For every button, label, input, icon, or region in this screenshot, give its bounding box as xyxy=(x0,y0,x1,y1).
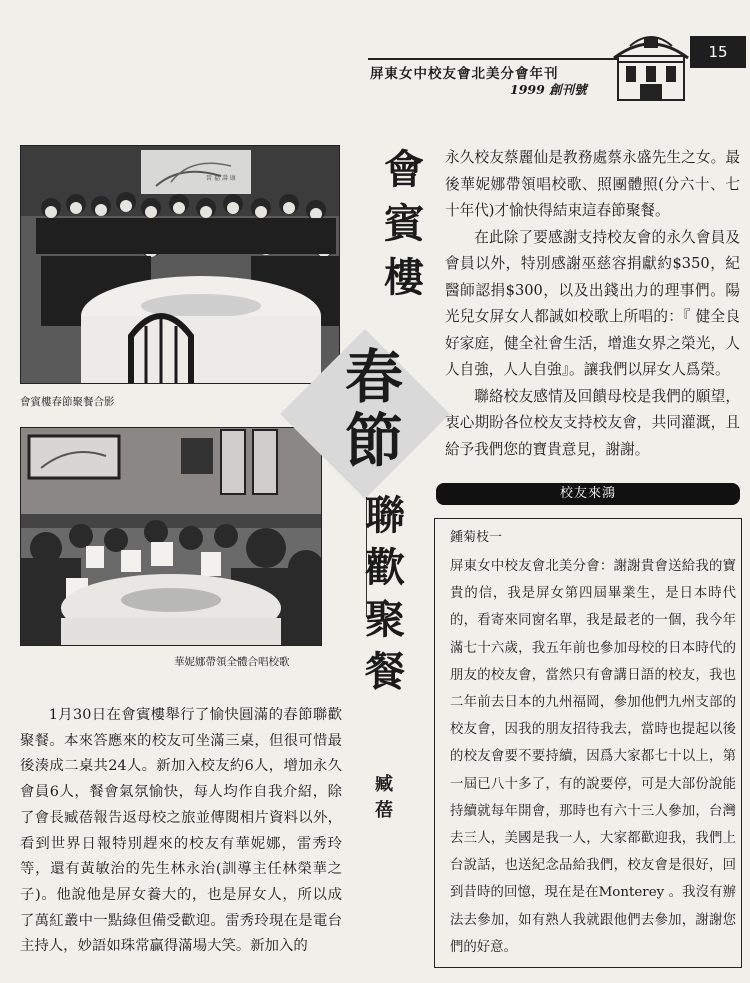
article-paragraph: 永久校友蔡麗仙是教務處蔡永盛先生之女。最後華妮娜帶領唱校歌、照團體照(分六十、七十年代)才愉快得結束這春節聚餐。 xyxy=(445,149,740,219)
article-paragraph: 在此除了要感謝支持校友會的永久會員及會員以外，特別感謝巫慈容捐獻約$350，紀醫師認捐$300，以及出錢出力的理事們。陽光兒女屏女人都誠如校歌上所唱的：『 健全良好家庭，健全社會生活，增進女界之榮光，人人自強，人人自強』。讓我們以屏女人爲榮。 xyxy=(445,228,740,378)
headline-char: 聯 xyxy=(365,492,405,539)
headline-spring-festival xyxy=(334,343,414,476)
school-song-photo xyxy=(20,427,322,646)
letter-signer: 鍾菊枝一 xyxy=(450,530,503,545)
group-banquet-photo xyxy=(20,145,340,384)
article-author xyxy=(372,770,396,822)
headline-char: 餐 xyxy=(365,648,405,695)
article-opening xyxy=(20,703,342,960)
author-char: 臧 xyxy=(375,774,393,795)
headline-restaurant xyxy=(374,146,434,312)
article-continuation xyxy=(445,145,740,463)
school-building-logo xyxy=(600,26,700,102)
headline-banquet xyxy=(355,492,415,704)
letter-paragraph: 屏東女中校友會北美分會：謝謝貴會送給我的寶貴的信，我是屏女第四屆畢業生，是日本時代的，看寄來同窗名單，我是最老的一個，我今年滿七十六歲，我五年前也參加母校的日本時代的朋友的校友會，當然只有會講日語的校友，我也二年前去日本的九州福岡，參加他們九州支部的校友會，因我的朋友招待我去，當時也提起以後的校友會要不要持續，因爲大家都七十以上，第一屆已八十多了，有的說要停，可是大部份說能持續就每年開會，那時也有六十三人參加，台灣去三人，美國是我一人，大家都歡迎我，我們上台說話，也送紀念品給我們，校友會是很好，回到昔時的回憶，現在是在Monterey 。我沒有辦法去參加，如有熟人我就跟他們去參加，謝謝您們的好意。 xyxy=(450,559,736,955)
issue-label: 1999 創刊號 xyxy=(510,82,587,97)
author-char: 蓓 xyxy=(375,800,393,821)
headline-char: 聚 xyxy=(365,596,405,643)
article-paragraph: 聯絡校友感情及回饋母校是我們的願望，衷心期盼各位校友支持校友會，共同灌溉，且給予我們您的寶貴意見，謝謝。 xyxy=(445,387,740,458)
section-title: 校友來鴻 xyxy=(559,486,616,501)
headline-char: 會 xyxy=(384,146,424,193)
header-rule xyxy=(368,58,620,60)
photo2-caption: 華妮娜帶領全體合唱校歌 xyxy=(174,656,290,668)
publication-title: 屏東女中校友會北美分會年刊 xyxy=(370,66,559,82)
letter-body xyxy=(450,553,736,961)
page-number: 15 xyxy=(690,36,746,68)
headline-char: 樓 xyxy=(384,254,424,301)
article-paragraph: 1月30日在會賓樓舉行了愉快圓滿的春節聯歡聚餐。本來答應來的校友可坐滿三桌，但很可惜最後湊成二桌共24人。新加入校友約6人，增加永久會員6人，餐會氣氛愉快，每人均作自我介紹，除了會長臧蓓報告返母校之旅並傳閱相片資料以外，看到世界日報特別趕來的校友有華妮娜，雷秀玲等，還有黃敏治的先生林永治(訓導主任林榮華之子)。他說他是屏女養大的，也是屏女人，所以成了萬紅叢中一點綠但備受歡迎。雷秀玲現在是電台主持人，妙語如珠常贏得滿場大笑。新加入的 xyxy=(20,707,342,955)
headline-char: 春 xyxy=(344,343,403,411)
painting-inscription: 晉 福 壽 康 xyxy=(206,175,236,182)
headline-char: 歡 xyxy=(365,544,405,591)
photo1-caption: 會賓樓春節聚餐合影 xyxy=(20,396,115,408)
headline-char: 節 xyxy=(344,407,403,475)
headline-char: 賓 xyxy=(384,200,424,247)
